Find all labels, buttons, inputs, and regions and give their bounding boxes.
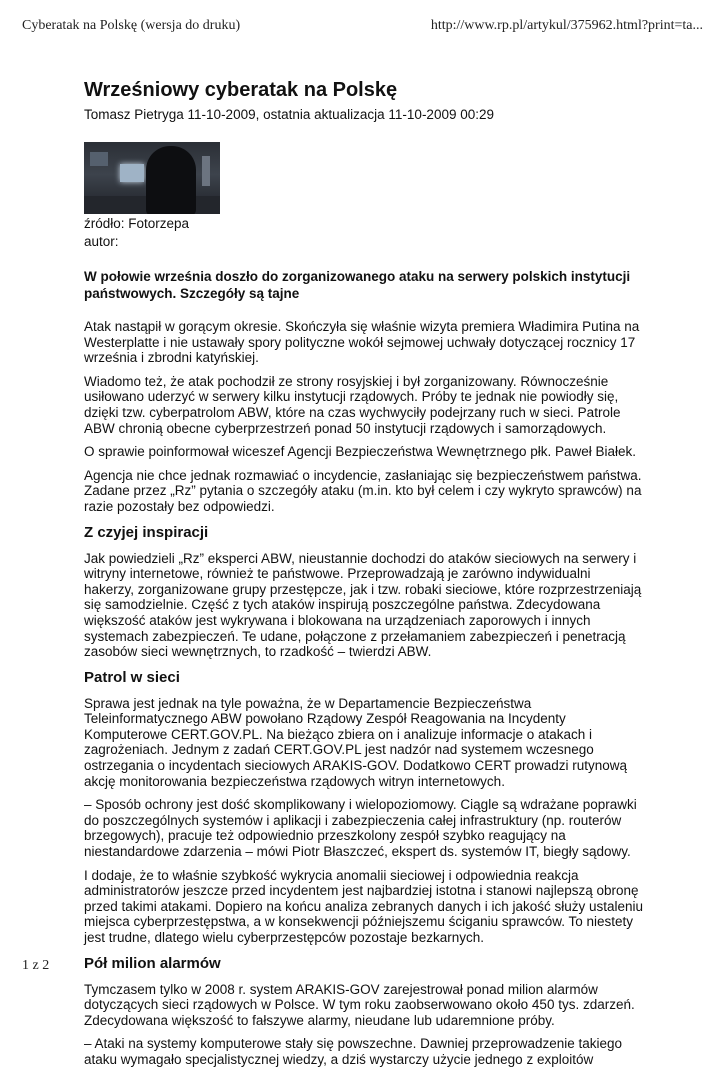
paragraph-2: Wiadomo też, że atak pochodził ze strony rosyjskiej i był zorganizowany. Równocześnie usiłowano uderzyć w serwery kilku instytucji rządowych. Próby te jednak nie powiodły się, dzięki tzw. cyberpatrolom ABW, które na czas wychwyciły podejrzany ruch w sieci. Patrole ABW chronią obecne cyberprzestrzeń ponad 50 instytucji rządowych i samorządowych. [84,373,621,436]
paragraph-6: Sprawa jest jednak na tyle poważna, że w Departamencie Bezpieczeństwa Teleinformatycznego ABW powołano Rządowy Zespół Reagowania na Incydenty Komputerowe CERT.GOV.PL. Na bieżąco zbiera on i analizuje informacje o atakach i zagrożeniach. Jednym z zadań CERT.GOV.PL jest nadzór nad systemem wczesnego ostrzegania o incydentach sieciowych ARAKIS-GOV. Dodatkowo CERT prowadzi rutynową akcję monitorowania bezpieczeństwa rządowych witryn internetowych. [84,695,628,789]
paragraph-10: – Ataki na systemy komputerowe stały się powszechne. Dawniej przeprowadzenie takiego ataku wymagało specjalistycznej wiedzy, a dziś wystarczy użycie jednego z exploitów [84,1036,623,1067]
paragraph-9: Tymczasem tylko w 2008 r. system ARAKIS-GOV zarejestrował ponad milion alarmów dotyczących sieci rządowych w Polsce. W tym roku zaobserwowano około 450 tys. zdarzeń. Zdecydowana większość to fałszywe alarmy, nieudane lub udaremnione próby. [84,981,635,1028]
section-heading-inspiration: Z czyjej inspiracji [84,523,209,541]
print-header [22,18,703,38]
section-heading-patrol: Patrol w sieci [84,668,180,686]
article-lead: W połowie września doszło do zorganizowanego ataku na serwery polskich instytucji państwowych. Szczegóły są tajne [84,269,631,301]
paragraph-8: I dodaje, że to właśnie szybkość wykrycia anomalii sieciowej i odpowiednia reakcja administratorów jeszcze przed incydentem jest najbardziej istotna i stanowi najlepszą obronę przed takimi atakami. Dopiero na końcu analiza zebranych danych i ich jakość służy ustaleniu miejsca cyberprzestępstwa, a w konsekwencji późniejszemu ściganiu sprawców. To niestety jest trudne, dlatego wielu cyberprzestępców pozostaje bezkarnych. [84,867,644,945]
paragraph-3: O sprawie poinformował wiceszef Agencji Bezpieczeństwa Wewnętrznego płk. Paweł Białek. [84,444,637,460]
page-number: 1 z 2 [22,958,50,973]
photo-source: źródło: Fotorzepa [84,216,190,231]
article-byline: Tomasz Pietryga 11-10-2009, ostatnia aktualizacja 11-10-2009 00:29 [84,107,495,122]
print-url[interactable]: http://www.rp.pl/artykul/375962.html?print=ta... [430,18,703,33]
paragraph-5: Jak powiedzieli „Rz” eksperci ABW, nieustannie dochodzi do ataków sieciowych na serwery i witryny internetowe, również te państwowe. Przeprowadzają je zarówno indywidualni hakerzy, zorganizowane grupy przestępcze, jak i tzw. robaki sieciowe, które rozprzestrzeniają się samodzielnie. Część z tych ataków inspirują poszczególne państwa. Zdecydowana większość ataków jest wykrywana i blokowana na urządzeniach zaporowych i innych systemach zabezpieczeń. Te udane, połączone z przełamaniem zabezpieczeń i penetracją zasobów sieci wewnętrznych, to rzadkość – twierdzi ABW. [84,550,642,660]
section-heading-alarms: Pół milion alarmów [84,954,221,972]
photo-person-silhouette [146,146,196,214]
article-title: Wrześniowy cyberatak na Polskę [84,79,398,101]
article [84,76,644,1068]
paragraph-4: Agencja nie chce jednak rozmawiać o incydencie, zasłaniając się bezpieczeństwem państwa. Zadane przez „Rz” pytania o szczegóły ataku (m.in. kto był celem i czy wykryto sprawców) na razie pozostały bez odpowiedzi. [84,467,642,514]
photo-lamp [202,156,210,186]
photo-monitor-left [90,152,108,166]
article-photo [84,142,220,214]
photo-monitor-lit [120,164,144,182]
paragraph-1: Atak nastąpił w gorącym okresie. Skończyła się właśnie wizyta premiera Władimira Putina na Westerplatte i nie ustawały spory polityczne wokół sejmowej uchwały dotyczącej rocznicy 17 września i zbrodni katyńskiej. [84,319,640,366]
paragraph-7: – Sposób ochrony jest dość skomplikowany i wielopoziomowy. Ciągle są wdrażane poprawki do poszczególnych systemów i aplikacji i zabezpieczenia całej infrastruktury (np. routerów brzegowych), pracuje też odpowiednio przeszkolony zespół szybko reagujący na niestandardowe zdarzenia – mówi Piotr Błaszczeć, ekspert ds. systemów IT, biegły sądowy. [84,797,637,860]
photo-author: autor: [84,234,119,249]
print-doc-title: Cyberatak na Polskę (wersja do druku) [22,18,241,33]
